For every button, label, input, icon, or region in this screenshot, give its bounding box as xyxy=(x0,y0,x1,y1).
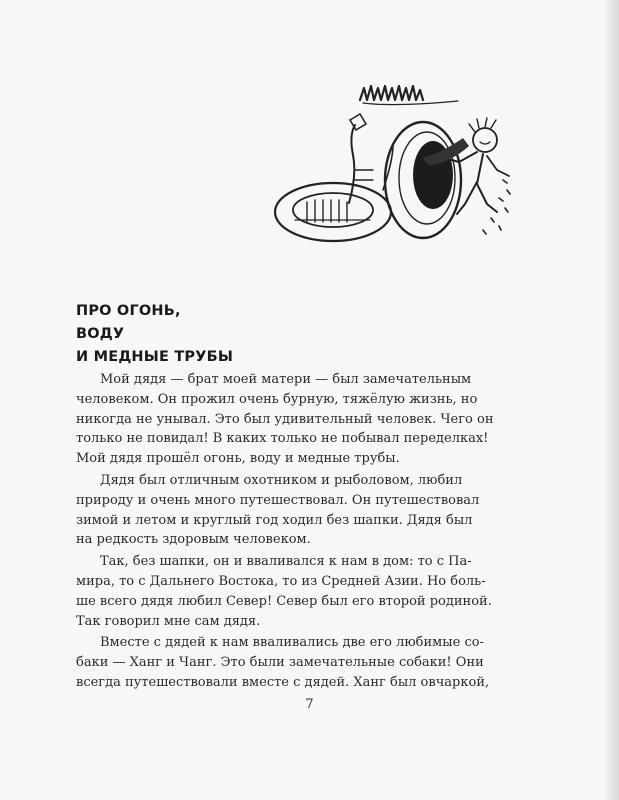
page-number: 7 xyxy=(305,697,314,712)
paragraph xyxy=(76,633,524,692)
paragraph xyxy=(76,552,524,631)
text-line: Так говорил мне сам дядя. xyxy=(76,613,261,629)
text-line: на редкость здоровым человеком. xyxy=(76,532,311,548)
page-edge-shadow xyxy=(605,0,619,800)
paragraph xyxy=(76,370,524,469)
text-line: Мой дядя — брат моей матери — был замечательным xyxy=(100,372,472,387)
chapter-title xyxy=(76,300,233,369)
paragraph xyxy=(76,471,524,550)
title-line: ПРО ОГОНЬ, xyxy=(76,303,181,319)
tuba-boy-illustration xyxy=(255,70,520,250)
text-line: никогда не унывал. Это был удивительный человек. Чего он xyxy=(76,411,494,427)
chapter-body xyxy=(76,370,524,695)
text-line: Мой дядя прошёл огонь, воду и медные трубы. xyxy=(76,451,400,467)
text-line: Вместе с дядей к нам вваливались две его любимые со- xyxy=(100,635,484,651)
text-line: всегда путешествовали вместе с дядей. Ханг был овчаркой, xyxy=(76,674,490,690)
text-line: баки — Ханг и Чанг. Это были замечательные собаки! Они xyxy=(76,655,484,671)
text-line: мира, то с Дальнего Востока, то из Средней Азии. Но боль- xyxy=(76,573,486,589)
text-line: ше всего дядя любил Север! Север был его второй родиной. xyxy=(76,593,492,609)
title-line: ВОДУ xyxy=(76,326,125,342)
text-line: зимой и летом и круглый год ходил без шапки. Дядя был xyxy=(76,512,473,528)
text-line: Дядя был отличным охотником и рыболовом, любил xyxy=(100,472,463,488)
text-line: Так, без шапки, он и вваливался к нам в дом: то с Па- xyxy=(100,554,472,570)
text-line: только не повидал! В каких только не побывал переделках! xyxy=(76,431,489,447)
text-line: человеком. Он прожил очень бурную, тяжёлую жизнь, но xyxy=(76,391,478,407)
title-line: И МЕДНЫЕ ТРУБЫ xyxy=(76,349,234,365)
text-line: природу и очень много путешествовал. Он путешествовал xyxy=(76,492,480,508)
